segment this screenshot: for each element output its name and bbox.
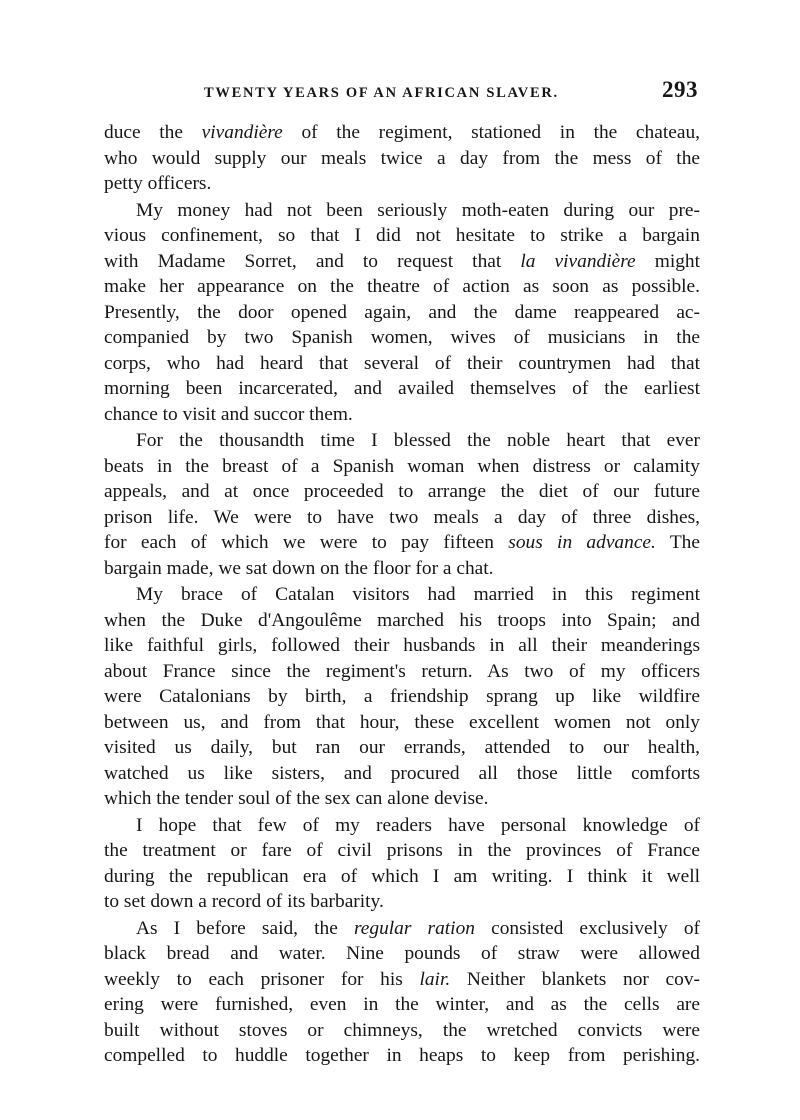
text-line: [104, 249, 700, 275]
paragraph: [104, 582, 700, 812]
text-segment: petty officers.: [104, 173, 212, 194]
text-segment: black bread and water. Nine pounds of straw were allowed: [104, 943, 700, 964]
text-line: [104, 916, 700, 942]
body-text: [104, 120, 700, 1070]
text-segment: when the Duke d'Angoulême marched his troops into Spain; and: [104, 609, 700, 631]
text-segment: morning been incarcerated, and availed themselves of the earliest: [104, 378, 700, 399]
text-line: [104, 659, 700, 685]
text-segment: might: [635, 250, 700, 272]
text-line: [104, 967, 700, 993]
text-segment: duce the: [104, 122, 202, 143]
text-segment: I hope that few of my readers have personal knowledge of: [136, 814, 700, 836]
text-line: [104, 300, 700, 326]
text-segment: appeals, and at once proceeded to arrange the diet of our future: [104, 481, 700, 502]
text-segment: ering were furnished, even in the winter, and as the cells are: [104, 994, 700, 1015]
paragraph: [104, 428, 700, 581]
paragraph: [104, 916, 700, 1069]
text-segment: like faithful girls, followed their husbands in all their meanderings: [104, 635, 700, 656]
text-segment: for each of which we were to pay fifteen: [104, 532, 509, 553]
italic-text: sous in advance.: [508, 532, 656, 553]
text-line: [104, 479, 700, 505]
text-segment: were Catalonians by birth, a friendship sprang up like wildfire: [104, 686, 700, 707]
paragraph: [104, 198, 700, 428]
text-line: [104, 838, 700, 864]
text-line: [104, 325, 700, 351]
italic-text: regular ration: [353, 917, 475, 939]
text-line: [104, 608, 700, 634]
text-segment: visited us daily, but ran our errands, attended to our health,: [104, 737, 700, 758]
text-segment: corps, who had heard that several of their countrymen had that: [104, 352, 700, 374]
text-line: [104, 1043, 700, 1069]
text-segment: bargain made, we sat down on the floor for a chat.: [104, 557, 494, 579]
text-segment: As I before said, the: [136, 917, 354, 939]
text-segment: The: [655, 532, 700, 553]
running-head: [104, 76, 700, 108]
text-line: [104, 198, 700, 224]
text-line: [104, 223, 700, 249]
text-segment: about France since the regiment's return. As two of my officers: [104, 660, 700, 682]
text-segment: with Madame Sorret, and to request that: [104, 250, 521, 272]
text-line: [104, 992, 700, 1018]
text-line: [104, 454, 700, 480]
text-segment: watched us like sisters, and procured all those little comforts: [104, 762, 700, 784]
paragraph: [104, 120, 700, 197]
text-line: [104, 735, 700, 761]
text-line: [104, 941, 700, 967]
text-line: [104, 864, 700, 890]
text-line: [104, 889, 700, 915]
text-line: [104, 556, 700, 582]
paragraph: [104, 813, 700, 915]
text-segment: compelled to huddle together in heaps to keep from perishing.: [104, 1045, 700, 1066]
text-segment: during the republican era of which I am writing. I think it well: [104, 865, 700, 887]
text-line: [104, 786, 700, 812]
text-segment: the treatment or fare of civil prisons in the provinces of France: [104, 840, 700, 861]
italic-text: la vivandière: [520, 250, 636, 272]
text-line: [104, 710, 700, 736]
text-line: [104, 376, 700, 402]
text-segment: Neither blankets nor cov-: [450, 968, 700, 990]
text-segment: vious confinement, so that I did not hesitate to strike a bargain: [104, 225, 700, 246]
text-segment: to set down a record of its barbarity.: [104, 891, 384, 912]
text-segment: beats in the breast of a Spanish woman when distress or calamity: [104, 455, 700, 477]
italic-text: vivandière: [201, 122, 283, 143]
text-line: [104, 146, 700, 172]
text-segment: built without stoves or chimneys, the wretched convicts were: [104, 1019, 700, 1041]
text-line: [104, 402, 700, 428]
text-segment: Presently, the door opened again, and the dame reappeared ac-: [104, 301, 700, 323]
text-line: [104, 120, 700, 146]
text-segment: consisted exclusively of: [474, 917, 700, 939]
text-line: [104, 813, 700, 839]
text-line: [104, 761, 700, 787]
text-segment: who would supply our meals twice a day from the mess of the: [104, 147, 700, 169]
text-segment: For the thousandth time I blessed the noble heart that ever: [136, 430, 700, 451]
text-line: [104, 1018, 700, 1044]
text-segment: which the tender soul of the sex can alone devise.: [104, 788, 489, 809]
running-title: TWENTY YEARS OF AN AFRICAN SLAVER.: [204, 85, 559, 101]
text-line: [104, 171, 700, 197]
text-line: [104, 274, 700, 300]
text-segment: prison life. We were to have two meals a day of three dishes,: [104, 506, 700, 528]
text-segment: between us, and from that hour, these excellent women not only: [104, 711, 700, 733]
text-line: [104, 530, 700, 556]
text-segment: My money had not been seriously moth-eaten during our pre-: [136, 199, 700, 221]
text-segment: weekly to each prisoner for his: [104, 968, 420, 990]
text-segment: My brace of Catalan visitors had married in this regiment: [136, 584, 700, 605]
text-segment: of the regiment, stationed in the chateau,: [282, 122, 700, 143]
text-segment: chance to visit and succor them.: [104, 403, 353, 425]
text-line: [104, 633, 700, 659]
page-number: 293: [662, 77, 698, 102]
text-line: [104, 428, 700, 454]
text-line: [104, 505, 700, 531]
text-line: [104, 684, 700, 710]
text-line: [104, 351, 700, 377]
text-line: [104, 582, 700, 608]
italic-text: lair.: [419, 968, 451, 990]
text-segment: companied by two Spanish women, wives of musicians in the: [104, 327, 700, 348]
text-segment: make her appearance on the theatre of action as soon as possible.: [104, 276, 700, 297]
